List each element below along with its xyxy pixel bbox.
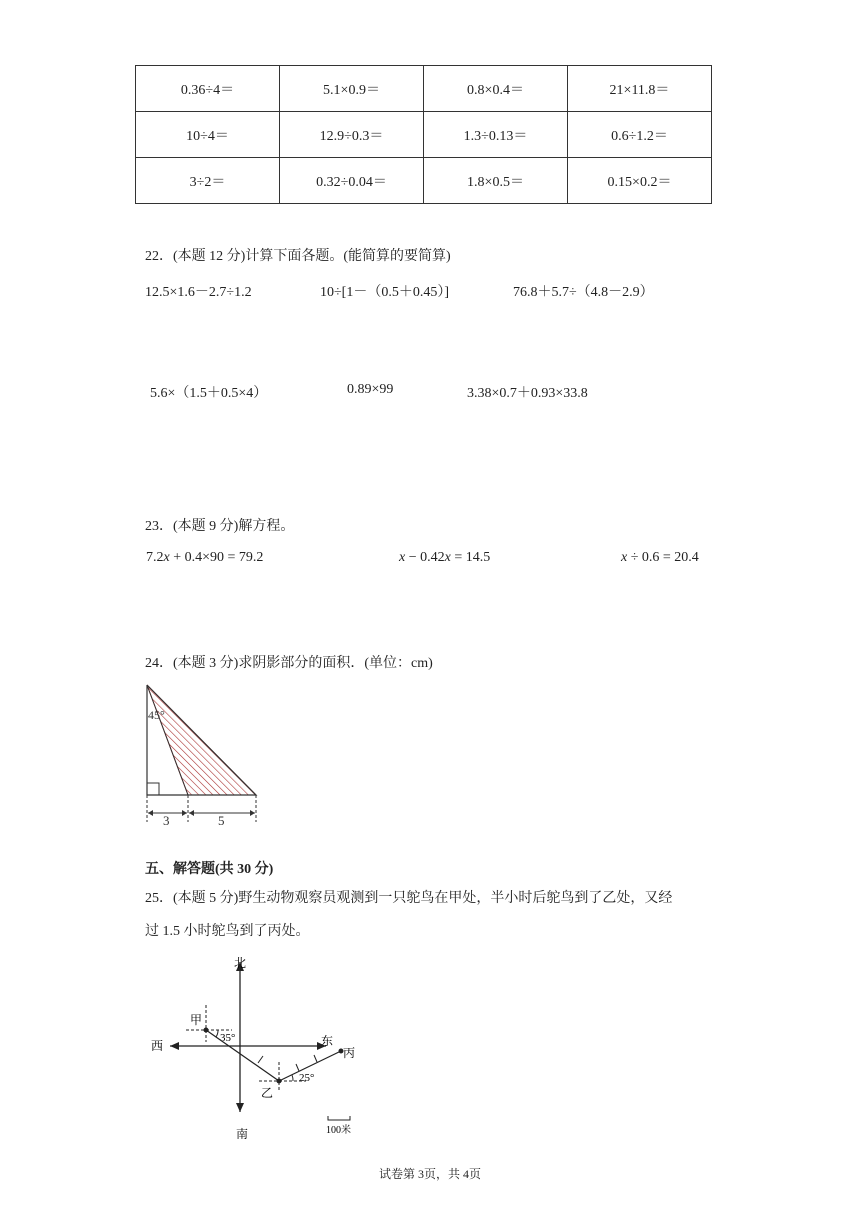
table-cell: 5.1×0.9＝: [280, 66, 424, 112]
bing-label: 丙: [343, 1046, 356, 1060]
table-row: [136, 112, 712, 158]
east-label: 东: [321, 1034, 334, 1048]
page-footer: 试卷第 3页，共 4页: [378, 1167, 481, 1181]
eq-variable: x: [444, 550, 451, 565]
q22-expr-4: 5.6×（1.5＋0.5×4）: [150, 386, 268, 401]
q22-title: 22．(本题 12 分)计算下面各题。(能简算的要简算): [145, 249, 451, 264]
q23-equation-2: [399, 550, 490, 566]
calculation-table: [135, 65, 712, 204]
tick-mark: [258, 1056, 263, 1063]
q23-title: 23．(本题 9 分)解方程。: [145, 519, 295, 534]
table-cell: 0.8×0.4＝: [424, 66, 568, 112]
north-label: 北: [234, 956, 247, 970]
eq-rest: + 0.4×90 = 79.2: [169, 550, 264, 565]
eq-variable: x: [399, 550, 406, 565]
route-jia-yi: [206, 1030, 279, 1081]
table-cell: 21×11.8＝: [568, 66, 712, 112]
dim-label-5: 5: [218, 813, 225, 828]
angle-label-2: 25°: [299, 1072, 315, 1084]
section-heading: 五、解答题(共 30 分): [145, 862, 274, 877]
eq-rest: − 0.42: [405, 550, 445, 565]
table-cell: 1.3÷0.13＝: [424, 112, 568, 158]
angle-arc-2: [292, 1075, 293, 1081]
angle-arc-1: [216, 1030, 218, 1037]
tick-mark: [296, 1064, 299, 1071]
q25-line-2: 过 1.5 小时鸵鸟到了丙处。: [145, 924, 310, 939]
q22-expr-2: 10÷[1－（0.5＋0.45）]: [320, 285, 450, 300]
eq-rest: = 14.5: [450, 550, 491, 565]
table-cell: 0.6÷1.2＝: [568, 112, 712, 158]
table-cell: 0.32÷0.04＝: [280, 158, 424, 204]
south-arrow: [236, 1103, 244, 1112]
eq-variable: x: [621, 550, 628, 565]
eq-rest: ÷ 0.6 = 20.4: [627, 550, 699, 565]
q23-equation-3: [621, 550, 699, 566]
scale-bar: [328, 1116, 350, 1120]
table-cell: 1.8×0.5＝: [424, 158, 568, 204]
table-row: [136, 158, 712, 204]
tick-mark: [314, 1055, 317, 1062]
q22-expr-1: 12.5×1.6－2.7÷1.2: [145, 285, 252, 300]
west-label: 西: [151, 1039, 164, 1053]
table-row: [136, 66, 712, 112]
table-cell: 0.15×0.2＝: [568, 158, 712, 204]
angle-label-1: 35°: [220, 1032, 236, 1044]
q22-expr-3: 76.8＋5.7÷（4.8－2.9）: [513, 285, 654, 300]
yi-label: 乙: [261, 1086, 274, 1100]
angle-label: 45°: [148, 708, 165, 722]
eq-coefficient: 7.2: [146, 550, 164, 565]
q23-equation-1: [146, 550, 263, 566]
dim-label-3: 3: [163, 813, 170, 828]
q22-expr-5: 0.89×99: [347, 382, 394, 397]
q25-line-1: 25．(本题 5 分)野生动物观察员观测到一只鸵鸟在甲处，半小时后鸵鸟到了乙处，又经: [145, 891, 673, 906]
table-cell: 10÷4＝: [136, 112, 280, 158]
table-cell: 12.9÷0.3＝: [280, 112, 424, 158]
q24-title: 24．(本题 3 分)求阴影部分的面积．(单位：cm): [145, 656, 433, 671]
table-cell: 0.36÷4＝: [136, 66, 280, 112]
jia-label: 甲: [190, 1013, 203, 1027]
compass-route-diagram: [140, 950, 380, 1145]
west-arrow: [170, 1042, 179, 1050]
south-label: 南: [236, 1127, 249, 1141]
eq-variable: x: [163, 550, 170, 565]
table-cell: 3÷2＝: [136, 158, 280, 204]
scale-label: 100米: [326, 1125, 351, 1136]
shaded-triangle-figure: [140, 680, 270, 830]
q22-expr-6: 3.38×0.7＋0.93×33.8: [467, 386, 588, 401]
